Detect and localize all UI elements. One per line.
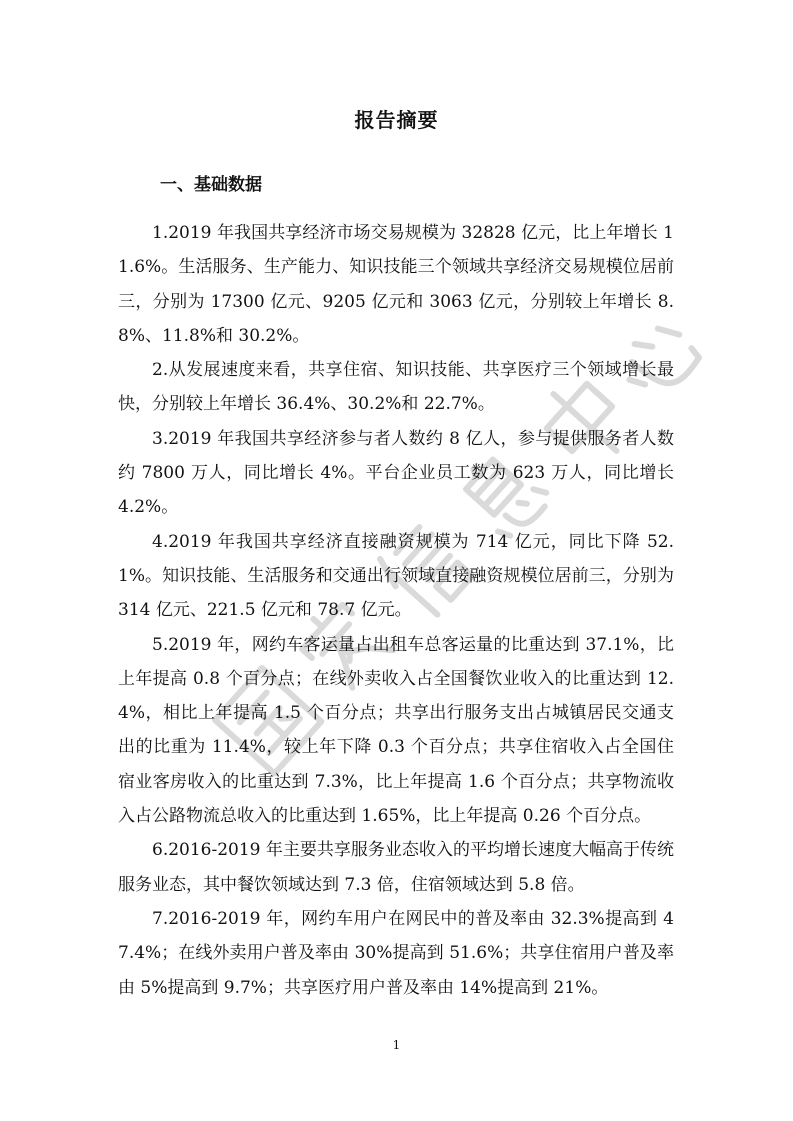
paragraph-5: 5.2019 年，网约车客运量占出租车总客运量的比重达到 37.1%，比上年提高 0.8 个百分点；在线外卖收入占全国餐饮业收入的比重达到 12.4%，相比上年提高 1.5 个百分点；共享出行服务支出占城镇居民交通支出的比重为 11.4%，较上年下降 0.3 个百分点；共享住宿收入占全国住宿业客房收入的比重达到 7.3%，比上年提高 1.6 个百分点；共享物流收入占公路物流总收入的比重达到 1.65%，比上年提高 0.26 个百分点。 (118, 634, 674, 827)
paragraph-4: 4.2019 年我国共享经济直接融资规模为 714 亿元，同比下降 52.1%。知识技能、生活服务和交通出行领域直接融资规模位居前三，分别为 314 亿元、221.5 亿元和 78.7 亿元。 (118, 531, 674, 621)
report-body (118, 216, 674, 1005)
page-number: 1 (392, 1038, 401, 1052)
report-title: 报告摘要 (354, 108, 439, 132)
paragraph-1: 1.2019 年我国共享经济市场交易规模为 32828 亿元，比上年增长 11.6%。生活服务、生产能力、知识技能三个领域共享经济交易规模位居前三，分别为 17300 亿元、9205 亿元和 3063 亿元，分别较上年增长 8.8%、11.8%和 30.2%。 (118, 223, 674, 346)
section-heading: 一、基础数据 (160, 175, 262, 195)
paragraph-3: 3.2019 年我国共享经济参与者人数约 8 亿人，参与提供服务者人数约 7800 万人，同比增长 4%。平台企业员工数为 623 万人，同比增长 4.2%。 (118, 428, 674, 518)
paragraph-6: 6.2016-2019 年主要共享服务业态收入的平均增长速度大幅高于传统服务业态，其中餐饮领域达到 7.3 倍，住宿领域达到 5.8 倍。 (118, 840, 674, 895)
paragraph-2: 2.从发展速度来看，共享住宿、知识技能、共享医疗三个领域增长最快，分别较上年增长 36.4%、30.2%和 22.7%。 (118, 360, 674, 415)
paragraph-7: 7.2016-2019 年，网约车用户在网民中的普及率由 32.3%提高到 47.4%；在线外卖用户普及率由 30%提高到 51.6%；共享住宿用户普及率由 5%提高到 9.7%；共享医疗用户普及率由 14%提高到 21%。 (118, 908, 674, 998)
